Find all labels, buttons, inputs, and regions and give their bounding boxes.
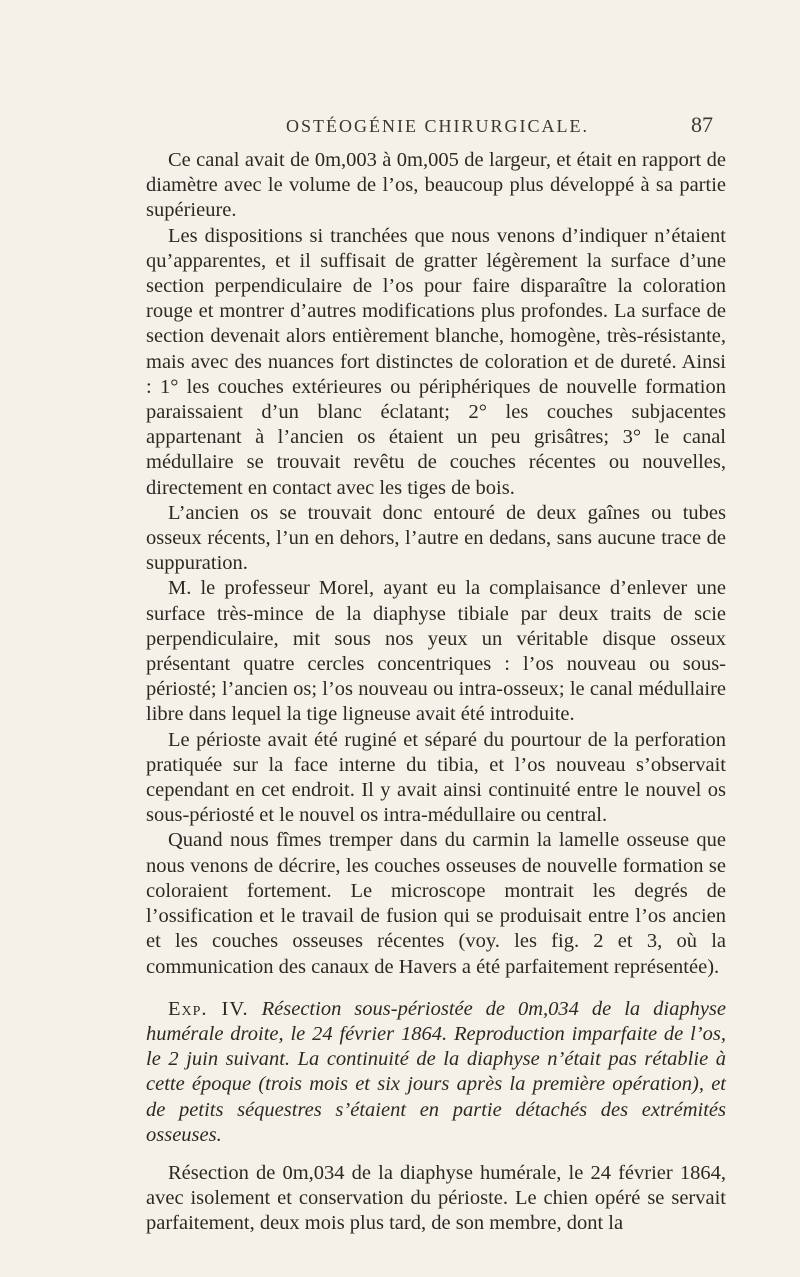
paragraph-perioste: Le périoste avait été ruginé et séparé du pourtour de la perforation pratiquée sur la face interne du tibia, et l’os nouveau s’observait cependant en cet endroit. Il y avait ainsi continuité entre le nouvel os sous-périosté et le nouvel os intra-médullaire ou central. [146, 728, 726, 827]
running-head [150, 112, 725, 142]
experiment-heading [146, 997, 726, 1148]
paragraph-resection: Résection de 0m,034 de la diaphyse humérale, le 24 février 1864, avec isolement et conservation du périoste. Le chien opéré se servait parfaitement, deux mois plus tard, de son membre, dont la [146, 1161, 726, 1235]
experiment-label: Exp. IV. [168, 997, 249, 1020]
paragraph-ancien-os: L’ancien os se trouvait donc entouré de deux gaînes ou tubes osseux récents, l’un en dehors, l’autre en dedans, sans aucune trace de suppuration. [146, 501, 726, 575]
page-number: 87 [691, 112, 713, 137]
body-text [146, 148, 726, 1237]
running-title: OSTÉOGÉNIE CHIRURGICALE. [286, 116, 589, 136]
paragraph-dispositions: Les dispositions si tranchées que nous venons d’indiquer n’étaient qu’apparentes, et il suffisait de gratter légèrement la surface d’une section perpendiculaire de l’os pour faire disparaître la coloration rouge et montrer d’autres modifications plus profondes. La surface de section devenait alors entièrement blanche, homogène, très-résistante, mais avec des nuances fort distinctes de coloration et de dureté. Ainsi : 1° les couches extérieures ou périphériques de nouvelle formation paraissaient d’un blanc éclatant; 2° les couches subjacentes appartenant à l’ancien os étaient un peu grisâtres; 3° le canal médullaire se trouvait revêtu de couches récentes ou nouvelles, directement en contact avec les tiges de bois. [146, 224, 726, 499]
experiment-title: Résection sous-périostée de 0m,034 de la diaphyse humérale droite, le 24 février 1864. Reproduction imparfaite de l’os, le 2 juin suivant. La continuité de la diaphyse n’était pas rétablie à cette époque (trois mois et six jours après la première opération), et de petits séquestres s’étaient en partie détachés des extrémités osseuses. [146, 997, 727, 1146]
paragraph-professeur-morel: M. le professeur Morel, ayant eu la complaisance d’enlever une surface très-mince de la diaphyse tibiale par deux traits de scie perpendiculaire, mit sous nos yeux un véritable disque osseux présentant quatre cercles concentriques : l’os nouveau ou sous-périosté; l’ancien os; l’os nouveau ou intra-osseux; le canal médullaire libre dans lequel la tige ligneuse avait été introduite. [146, 577, 726, 726]
paragraph-canal: Ce canal avait de 0m,003 à 0m,005 de largeur, et était en rapport de diamètre avec le volume de l’os, beaucoup plus développé à sa partie supérieure. [146, 149, 726, 222]
paragraph-carmin: Quand nous fîmes tremper dans du carmin la lamelle osseuse que nous venons de décrire, les couches osseuses de nouvelle formation se coloraient fortement. Le microscope montrait les degrés de l’ossification et le travail de fusion qui se produisait entre l’os ancien et les couches osseuses récentes (voy. les fig. 2 et 3, où la communication des canaux de Havers a été parfaitement représentée). [146, 829, 726, 978]
